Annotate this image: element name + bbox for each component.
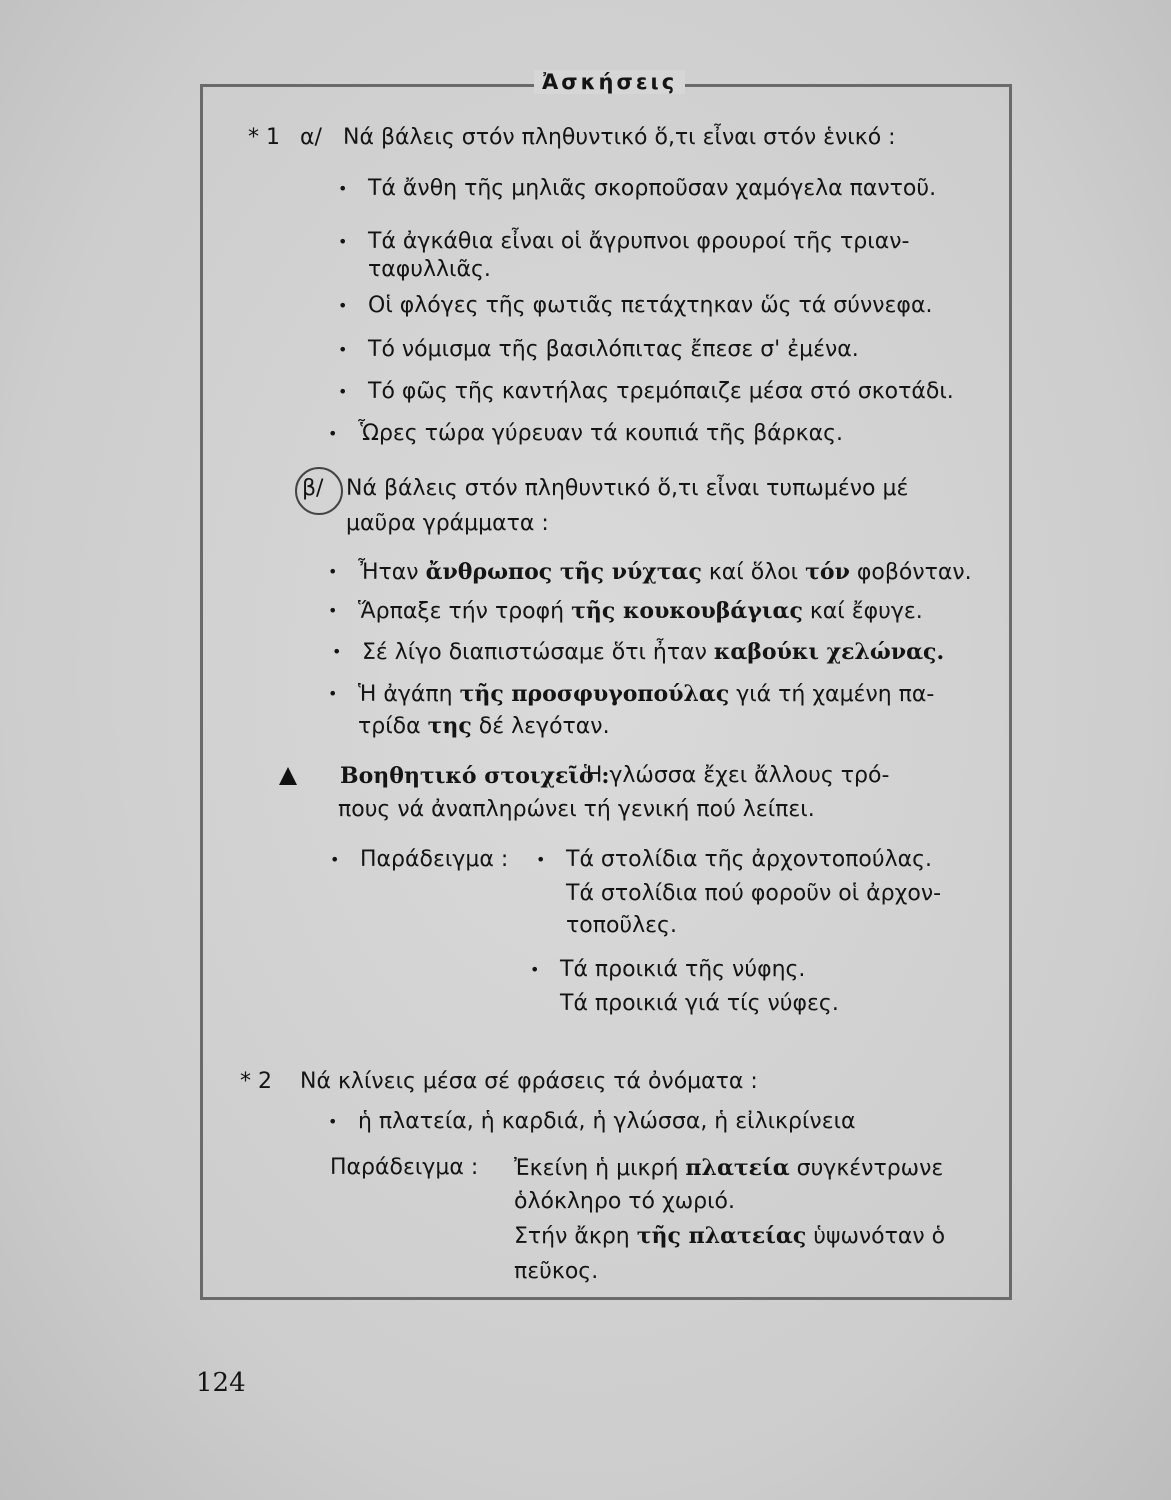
helper-text-cont: πους νά ἀναπληρώνει τή γενική πού λείπει. bbox=[338, 797, 815, 822]
exercise-1a-instruction: Νά βάλεις στόν πληθυντικό ὅ,τι εἶναι στόν ἑνικό : bbox=[343, 125, 896, 150]
section-title: Ἀσκήσεις bbox=[534, 70, 685, 94]
list-item: • Ἡ ἀγάπη τῆς προσφυγοπούλας γιά τή χαμένη πα- bbox=[358, 680, 934, 709]
exercise-1-number: * 1 bbox=[248, 125, 280, 150]
example-line: Στήν ἄκρη τῆς πλατείας ὑψωνόταν ὁ bbox=[514, 1223, 946, 1249]
list-item: • Τό φῶς τῆς καντήλας τρεμόπαιζε μέσα στό σκοτάδι. bbox=[368, 378, 954, 406]
exercise-1a-label: α/ bbox=[300, 125, 322, 150]
list-item-continuation: ταφυλλιᾶς. bbox=[368, 257, 491, 282]
triangle-icon bbox=[279, 767, 297, 785]
page-number: 124 bbox=[196, 1368, 246, 1398]
list-item: • Τό νόμισμα τῆς βασιλόπιτας ἔπεσε σ' ἐμένα. bbox=[368, 336, 859, 364]
list-item: • Ὧρες τώρα γύρευαν τά κουπιά τῆς βάρκας. bbox=[358, 420, 843, 448]
list-item: • Σέ λίγο διαπιστώσαμε ὅτι ἦταν καβούκι χελώνας. bbox=[362, 638, 944, 667]
helper-label: Βοηθητικό στοιχεῖο : bbox=[340, 763, 610, 789]
exercise-2-instruction: Νά κλίνεις μέσα σέ φράσεις τά ὀνόματα : bbox=[300, 1069, 758, 1094]
example-line: Τά προικιά γιά τίς νύφες. bbox=[560, 991, 839, 1016]
list-item: • Τά ἀγκάθια εἶναι οἱ ἄγρυπνοι φρουροί τῆς τριαν- bbox=[368, 228, 909, 256]
example-label: Παράδειγμα : bbox=[330, 1155, 479, 1180]
exercise-1b-instruction: Νά βάλεις στόν πληθυντικό ὅ,τι εἶναι τυπωμένο μέ bbox=[346, 476, 909, 501]
example-label: • Παράδειγμα : bbox=[360, 846, 508, 874]
exercise-2-number: * 2 bbox=[240, 1069, 272, 1094]
example-line: ὁλόκληρο τό χωριό. bbox=[514, 1189, 735, 1214]
list-item: • Τά ἄνθη τῆς μηλιᾶς σκορποῦσαν χαμόγελα παντοῦ. bbox=[368, 175, 936, 203]
exercise-1b-label: β/ bbox=[302, 476, 324, 501]
noun-list: • ἡ πλατεία, ἡ καρδιά, ἡ γλώσσα, ἡ εἰλικρίνεια bbox=[358, 1108, 856, 1136]
list-item: • Ἦταν ἄνθρωπος τῆς νύχτας καί ὅλοι τόν φοβόνταν. bbox=[358, 558, 972, 587]
list-item: • Οἱ φλόγες τῆς φωτιᾶς πετάχτηκαν ὥς τά σύννεφα. bbox=[368, 292, 932, 320]
example-line: • Τά στολίδια τῆς ἀρχοντοπούλας. bbox=[566, 846, 932, 874]
exercise-1b-instruction-cont: μαῦρα γράμματα : bbox=[346, 511, 549, 536]
example-line: • Τά προικιά τῆς νύφης. bbox=[560, 956, 805, 984]
example-line: Τά στολίδια πού φοροῦν οἱ ἀρχον- bbox=[566, 881, 942, 906]
helper-text: Ἡ γλώσσα ἔχει ἄλλους τρό- bbox=[584, 763, 890, 788]
list-item: • Ἅρπαξε τήν τροφή τῆς κουκουβάγιας καί ἔφυγε. bbox=[358, 597, 923, 626]
example-line: τοποῦλες. bbox=[566, 913, 677, 938]
list-item-continuation: τρίδα της δέ λεγόταν. bbox=[358, 713, 610, 739]
example-line: πεῦκος. bbox=[514, 1259, 599, 1284]
example-line: Ἐκείνη ἡ μικρή πλατεία συγκέντρωνε bbox=[514, 1155, 944, 1181]
